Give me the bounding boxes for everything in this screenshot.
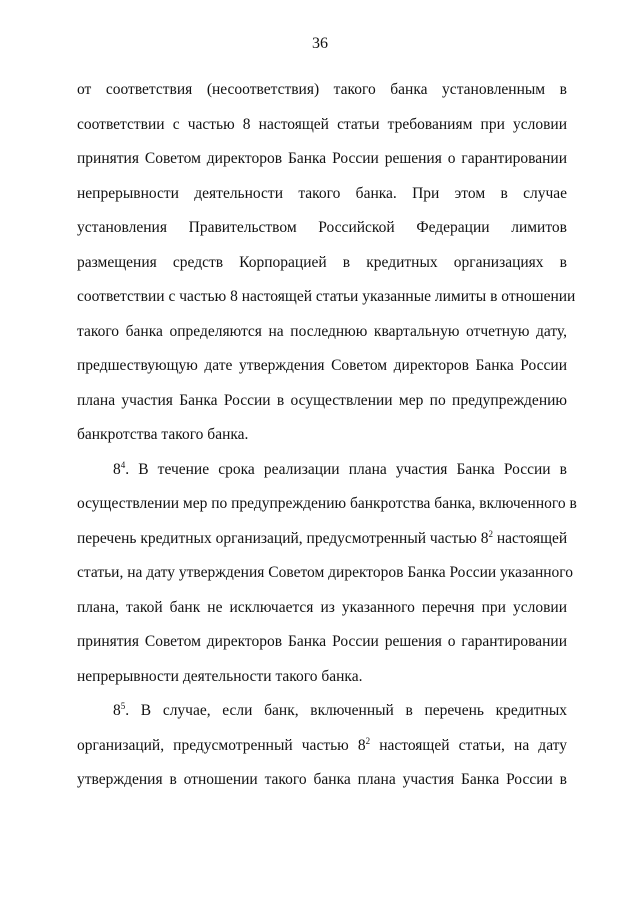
text-segment: настоящей <box>493 529 568 547</box>
text-line <box>77 729 567 764</box>
page-number: 36 <box>312 35 328 52</box>
text-line <box>77 694 567 729</box>
text-segment: настоящей статьи, на дату <box>370 736 567 754</box>
text-line: статьи, на дату утверждения Советом директоров Банка России указанного <box>77 564 574 581</box>
text-line: соответствии с частью 8 настоящей статьи указанные лимиты в отношении <box>77 288 576 305</box>
section-marker-superscript: 4 <box>120 459 126 470</box>
text-line: соответствии с частью 8 настоящей статьи требованиям при условии <box>77 115 567 133</box>
paragraph-2 <box>77 453 577 695</box>
section-marker-superscript: 5 <box>120 701 126 711</box>
section-marker: 8 <box>113 460 121 478</box>
text-line: от соответствия (несоответствия) такого банка установленным в <box>77 81 567 98</box>
reference-superscript: 2 <box>365 735 371 746</box>
document-body <box>77 73 577 798</box>
text-line: плана участия Банка России в осуществлении мер по предупреждению <box>77 391 567 409</box>
text-line: банкротства такого банка. <box>77 426 249 443</box>
text-segment: . В течение срока реализации плана участия Банка России в <box>125 460 567 478</box>
text-line: предшествующую дате утверждения Советом директоров Банка России <box>77 357 567 374</box>
text-line: непрерывности деятельности такого банка. <box>77 667 363 685</box>
text-segment: перечень кредитных организаций, предусмотренный частью 8 <box>77 529 489 547</box>
text-segment: . В случае, если банк, включенный в перечень кредитных <box>125 702 567 719</box>
text-line: плана, такой банк не исключается из указанного перечня при условии <box>77 598 567 616</box>
text-line: осуществлении мер по предупреждению банкротства банка, включенного в <box>77 495 577 512</box>
text-line <box>77 453 567 488</box>
text-line: принятия Советом директоров Банка России решения о гарантировании <box>77 633 567 650</box>
paragraph-1 <box>77 73 576 453</box>
text-segment: организаций, предусмотренный частью 8 <box>77 736 366 754</box>
text-line <box>77 522 567 557</box>
text-line: такого банка определяются на последнюю квартальную отчетную дату, <box>77 322 567 340</box>
text-line: непрерывности деятельности такого банка. При этом в случае <box>77 184 567 202</box>
text-line: установления Правительством Российской Федерации лимитов <box>77 219 567 236</box>
text-line: принятия Советом директоров Банка России решения о гарантировании <box>77 150 567 167</box>
reference-superscript: 2 <box>488 528 493 539</box>
text-line: размещения средств Корпорацией в кредитных организациях в <box>77 253 567 271</box>
paragraph-3 <box>77 694 567 798</box>
section-marker: 8 <box>113 702 121 719</box>
text-line: утверждения в отношении такого банка плана участия Банка России в <box>77 771 567 788</box>
